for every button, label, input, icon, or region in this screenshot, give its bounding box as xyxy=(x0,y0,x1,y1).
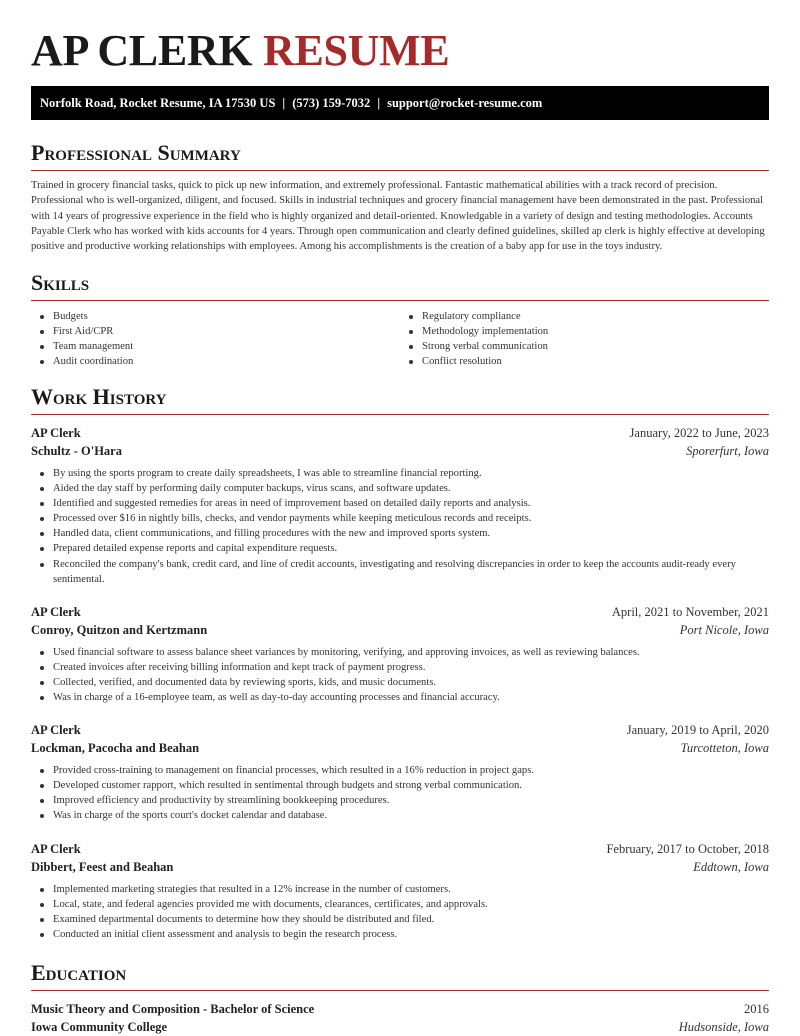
summary-text: Trained in grocery financial tasks, quick to pick up new information, and extremely professional. Fantastic mathematical abilities with a track record of precision. Professional who is well-organized, diligent, and focused. Skills in industrial techniques and grocery financial management have been demonstrated in the past. Professional with 14 years of progressive experience in the field who is highly organized and detail-oriented. Knowledgable in a variety of design and testing methodologies. Accounts Payable Clerk who has worked with kids accounts for 4 years. Through open communication and clearly defined guidelines, skilled ap clerk is highly effective at developing positive and productive working relationships with employees. Among his accomplishments is the creation of a baby app for use in the toys industry. xyxy=(31,180,765,253)
job-location: Port Nicole, Iowa xyxy=(679,622,769,637)
duty-item: Identified and suggested remedies for areas in need of improvement based on detailed daily reports and analysis. xyxy=(53,496,769,511)
job-location: Sporerfurt, Iowa xyxy=(686,444,769,458)
job-dates: January, 2019 to April, 2020 xyxy=(626,723,769,738)
job-title: AP Clerk xyxy=(31,841,81,856)
job-duties xyxy=(31,466,769,587)
job-dates: February, 2017 to October, 2018 xyxy=(606,841,769,856)
duty-item: Aided the day staff by performing daily computer backups, virus scans, and software updates. xyxy=(53,481,769,496)
resume-title xyxy=(31,26,449,76)
duty-item: Provided cross-training to management on financial processes, which resulted in a 16% reduction in project gaps. xyxy=(53,763,769,778)
skill-item: Strong verbal communication xyxy=(422,339,769,354)
job-header-row xyxy=(31,840,769,858)
job-duties xyxy=(31,882,769,942)
job-header-row xyxy=(31,603,769,621)
skill-item: Conflict resolution xyxy=(422,354,769,369)
job-company: Conroy, Quitzon and Kertzmann xyxy=(31,622,208,637)
duty-item: Improved efficiency and productivity by streamlining bookkeeping procedures. xyxy=(53,793,769,808)
duty-item: Developed customer rapport, which resulted in sentimental through budgets and strong verbal communication. xyxy=(53,778,769,793)
skills-heading: Skills xyxy=(31,270,769,301)
duty-item: Was in charge of a 16-employee team, as well as day-to-day accounting processes and financial accuracy. xyxy=(53,690,769,705)
education-section xyxy=(31,960,769,1036)
education-degree-row xyxy=(31,1000,769,1018)
skills-section xyxy=(31,270,769,369)
job-title: AP Clerk xyxy=(31,426,81,440)
skill-item: Budgets xyxy=(53,309,400,324)
job-company-row xyxy=(31,739,769,757)
skill-item: First Aid/CPR xyxy=(53,324,400,339)
title-main: AP CLERK xyxy=(31,26,253,75)
duty-item: Collected, verified, and documented data by reviewing sports, kids, and music documents. xyxy=(53,675,769,690)
job-title: AP Clerk xyxy=(31,723,81,738)
duty-item: By using the sports program to create daily spreadsheets, I was able to streamline financial reporting. xyxy=(53,466,769,481)
education-location: Hudsonside, Iowa xyxy=(678,1020,769,1034)
education-school: Iowa Community College xyxy=(31,1020,168,1034)
work-history-heading: Work History xyxy=(31,384,769,415)
job-company-row xyxy=(31,442,769,460)
contact-bar xyxy=(31,86,769,120)
duty-item: Used financial software to assess balance sheet variances by monitoring, verifying, and approving invoices, as well as reviewing balances. xyxy=(53,645,769,660)
job-entry xyxy=(31,840,769,942)
job-company-row xyxy=(31,858,769,876)
job-location: Eddtown, Iowa xyxy=(693,859,769,874)
contact-separator: | xyxy=(377,96,381,110)
duty-item: Prepared detailed expense reports and capital expenditure requests. xyxy=(53,541,769,556)
skill-item: Team management xyxy=(53,339,400,354)
job-header-row xyxy=(31,721,769,739)
skill-item: Methodology implementation xyxy=(422,324,769,339)
education-heading: Education xyxy=(31,960,769,991)
skill-item: Audit coordination xyxy=(53,354,400,369)
duty-item: Created invoices after receiving billing information and kept track of payment progress. xyxy=(53,660,769,675)
job-dates: January, 2022 to June, 2023 xyxy=(629,426,769,440)
duty-item: Implemented marketing strategies that resulted in a 12% increase in the number of customers. xyxy=(53,882,769,897)
duty-item: Conducted an initial client assessment and analysis to begin the research process. xyxy=(53,927,769,942)
contact-address: Norfolk Road, Rocket Resume, IA 17530 US xyxy=(40,96,276,110)
job-location: Turcotteton, Iowa xyxy=(680,741,769,756)
job-duties xyxy=(31,763,769,823)
education-degree: Music Theory and Composition - Bachelor of Science xyxy=(31,1002,315,1016)
contact-separator: | xyxy=(282,96,286,110)
title-accent: RESUME xyxy=(263,26,450,75)
job-title: AP Clerk xyxy=(31,604,81,619)
duty-item: Examined departmental documents to determine how they should be distributed and filed. xyxy=(53,912,769,927)
job-company: Dibbert, Feest and Beahan xyxy=(31,859,174,874)
summary-heading: Professional Summary xyxy=(31,140,769,171)
job-company: Lockman, Pacocha and Beahan xyxy=(31,741,200,756)
job-header-row xyxy=(31,424,769,442)
skills-grid xyxy=(31,309,769,369)
job-company: Schultz - O'Hara xyxy=(31,444,122,458)
duty-item: Local, state, and federal agencies provided me with documents, clearances, certificates, and approvals. xyxy=(53,897,769,912)
skills-left-column xyxy=(31,309,400,369)
job-entry xyxy=(31,721,769,823)
education-year: 2016 xyxy=(744,1002,769,1016)
job-duties xyxy=(31,645,769,705)
summary-section xyxy=(31,140,769,254)
contact-phone: (573) 159-7032 xyxy=(292,96,371,110)
job-entry xyxy=(31,424,769,587)
skills-right-column xyxy=(400,309,769,369)
skill-item: Regulatory compliance xyxy=(422,309,769,324)
job-dates: April, 2021 to November, 2021 xyxy=(611,604,769,619)
duty-item: Was in charge of the sports court's docket calendar and database. xyxy=(53,808,769,823)
duty-item: Handled data, client communications, and filling procedures with the new and improved sports system. xyxy=(53,526,769,541)
job-company-row xyxy=(31,621,769,639)
contact-email[interactable]: support@rocket-resume.com xyxy=(387,96,543,110)
education-entry xyxy=(31,1000,769,1036)
education-school-row xyxy=(31,1018,769,1036)
duty-item: Processed over $16 in nightly bills, checks, and vendor payments while keeping meticulous records and receipts. xyxy=(53,511,769,526)
work-history-section xyxy=(31,384,769,942)
duty-item: Reconciled the company's bank, credit card, and line of credit accounts, investigating and resolving discrepancies in order to keep the accounts audit-ready every sentimental. xyxy=(53,557,769,587)
job-entry xyxy=(31,603,769,705)
